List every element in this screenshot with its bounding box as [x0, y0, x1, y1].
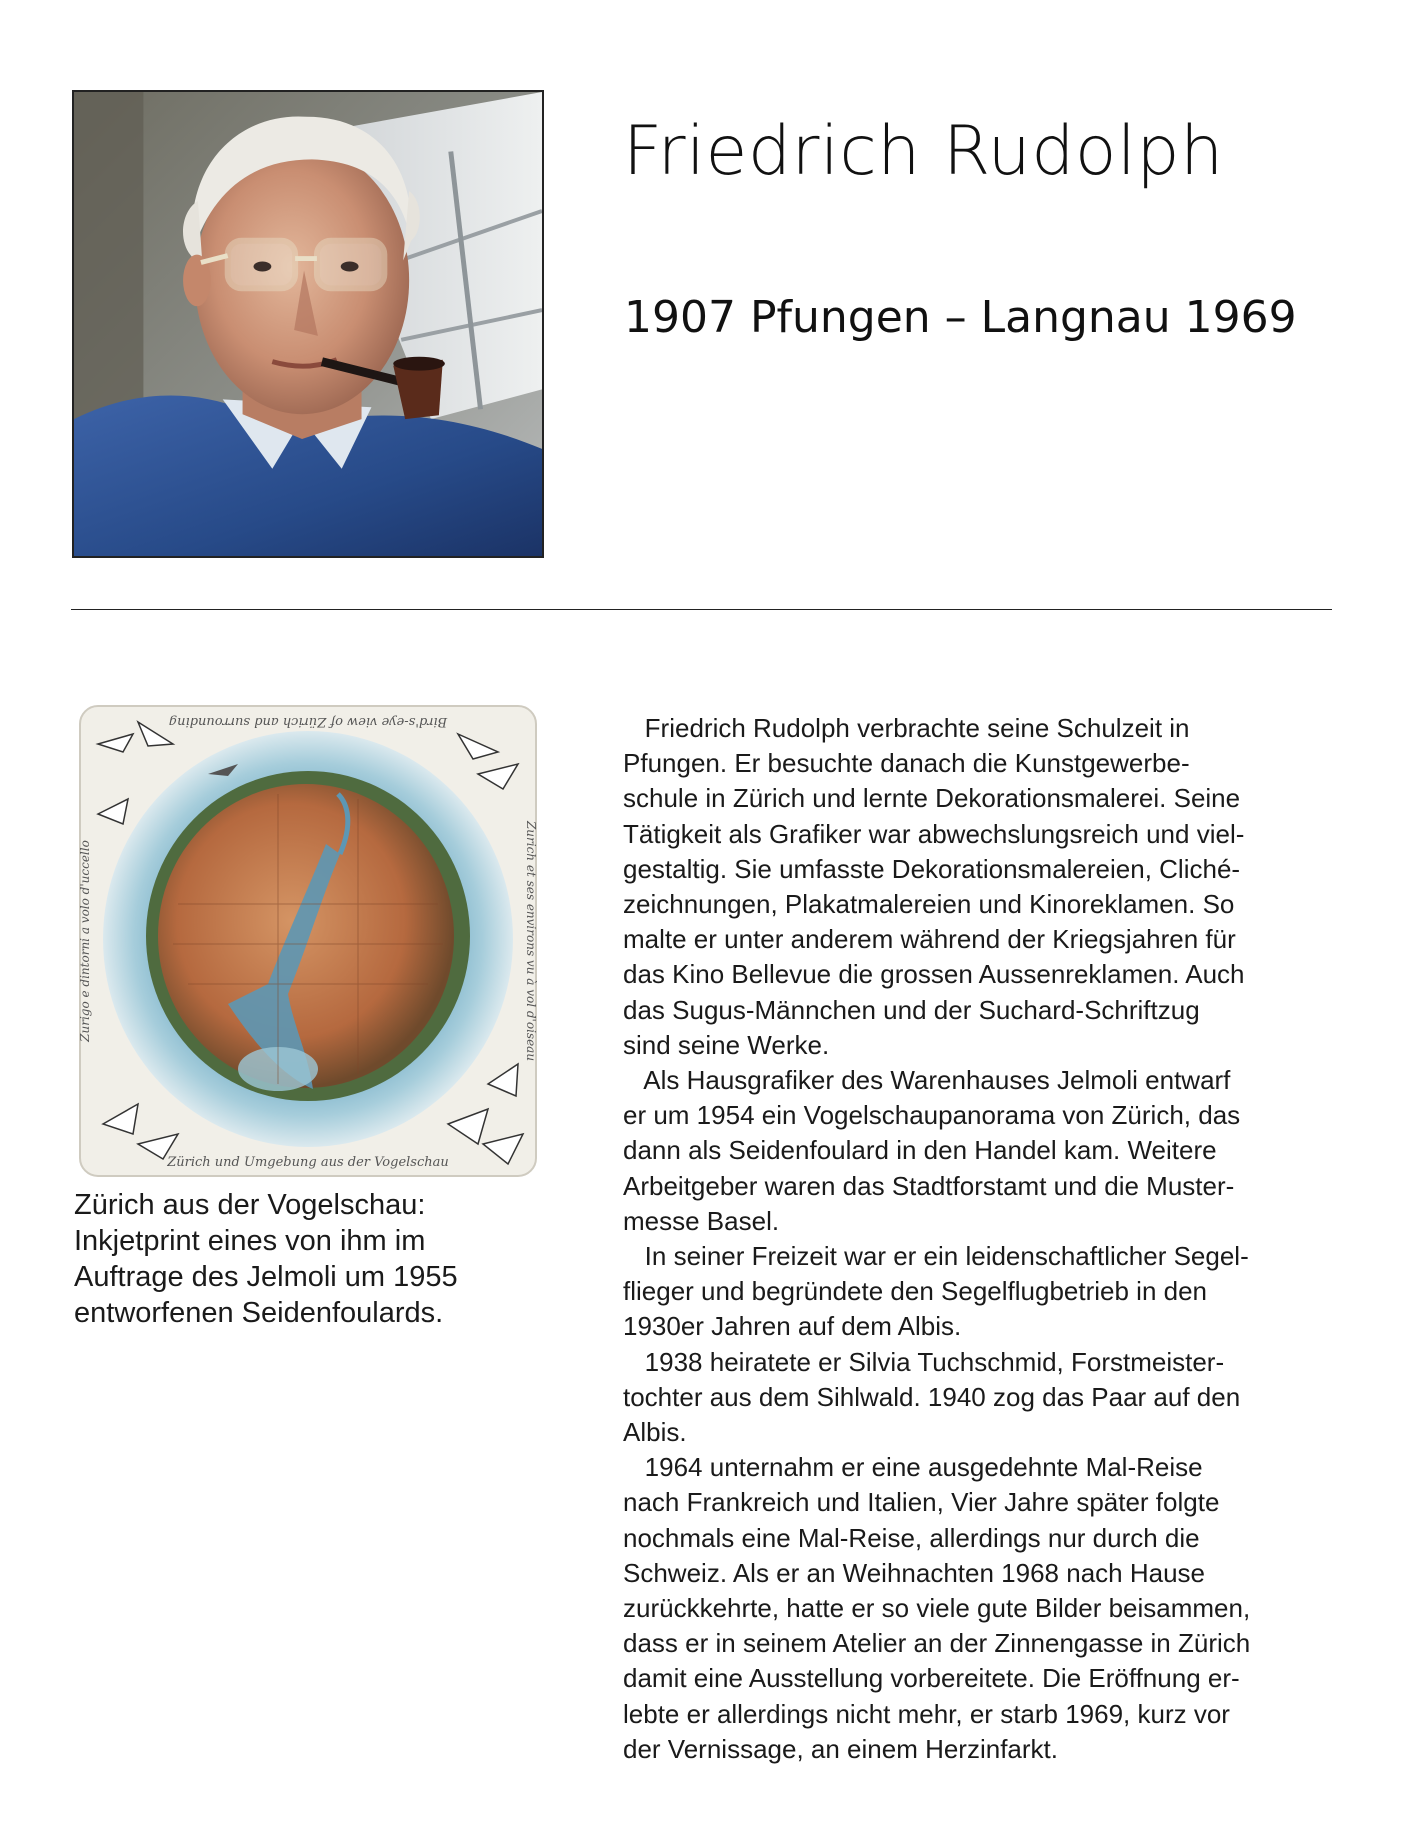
scarf-bottom-text: Zürich und Umgebung aus der Vogelschau [167, 1155, 449, 1170]
biography-text [623, 711, 1303, 1767]
bio-line: malte er unter anderem während der Kriegsjahren für [623, 924, 1236, 955]
bio-line: er um 1954 ein Vogelschaupanorama von Zürich, das [623, 1100, 1241, 1131]
bio-line: tochter aus dem Sihlwald. 1940 zog das Paar auf den [623, 1381, 1241, 1412]
portrait-painting [72, 90, 544, 558]
scarf-right-text: Zurich et ses environs vu à vol d'oiseau [524, 820, 538, 1062]
life-dates: 1907 Pfungen – Langnau 1969 [624, 292, 1297, 343]
bio-line: Tätigkeit als Grafiker war abwechslungsreich und viel- [623, 818, 1245, 849]
bio-line: Als Hausgrafiker des Warenhauses Jelmoli entwarf [623, 1065, 1231, 1096]
bio-line: Pfungen. Er besuchte danach die Kunstgewerbe- [623, 748, 1190, 779]
caption-line: Zürich aus der Vogelschau: [74, 1189, 426, 1221]
caption-line: Inkjetprint eines von ihm im [74, 1225, 426, 1257]
bio-line: das Kino Bellevue die grossen Aussenreklamen. Auch [623, 959, 1245, 990]
scarf-image [78, 704, 538, 1178]
scarf-left-text: Zurigo e dintorni a volo d'uccello [78, 840, 92, 1042]
caption-line: entworfenen Seidenfoulards. [74, 1297, 444, 1329]
image-caption [74, 1187, 494, 1331]
bio-line: dann als Seidenfoulard in den Handel kam. Weitere [623, 1135, 1217, 1166]
bio-line: 1964 unternahm er eine ausgedehnte Mal-Reise [623, 1452, 1203, 1483]
bio-line: damit eine Ausstellung vorbereitete. Die Eröffnung er- [623, 1663, 1240, 1694]
bio-line: flieger und begründete den Segelflugbetrieb in den [623, 1276, 1208, 1307]
bio-line: messe Basel. [623, 1205, 780, 1236]
bio-line: Arbeitgeber waren das Stadtforstamt und die Muster- [623, 1170, 1235, 1201]
portrait-image [74, 92, 542, 556]
bio-line: sind seine Werke. [623, 1029, 830, 1060]
bio-line: zurückkehrte, hatte er so viele gute Bilder beisammen, [623, 1593, 1251, 1624]
bio-line: der Vernissage, an einem Herzinfarkt. [623, 1733, 1058, 1764]
bio-line: Schweiz. Als er an Weihnachten 1968 nach Hause [623, 1557, 1205, 1588]
artist-name: Friedrich Rudolph [623, 112, 1224, 191]
bio-line: nach Frankreich und Italien, Vier Jahre später folgte [623, 1487, 1220, 1518]
bio-line: schule in Zürich und lernte Dekorationsmalerei. Seine [623, 783, 1241, 814]
section-divider [71, 609, 1332, 610]
bio-line: Albis. [623, 1417, 687, 1448]
bio-line: In seiner Freizeit war er ein leidenschaftlicher Segel- [623, 1241, 1249, 1272]
bio-line: gestaltig. Sie umfasste Dekorationsmalereien, Cliché- [623, 853, 1241, 884]
bio-line: dass er in seinem Atelier an der Zinnengasse in Zürich [623, 1628, 1251, 1659]
scarf-top-text: Bird's-eye view of Zürich and surrounding [168, 714, 448, 729]
bio-line: das Sugus-Männchen und der Suchard-Schriftzug [623, 994, 1200, 1025]
bio-line: lebte er allerdings nicht mehr, er starb 1969, kurz vor [623, 1698, 1230, 1729]
bio-line: 1938 heiratete er Silvia Tuchschmid, Forstmeister- [623, 1346, 1225, 1377]
bio-line: Friedrich Rudolph verbrachte seine Schulzeit in [623, 713, 1190, 743]
bio-line: 1930er Jahren auf dem Albis. [623, 1311, 962, 1342]
bio-line: zeichnungen, Plakatmalereien und Kinoreklamen. So [623, 889, 1235, 920]
bio-line: nochmals eine Mal-Reise, allerdings nur durch die [623, 1522, 1200, 1553]
caption-line: Auftrage des Jelmoli um 1955 [74, 1261, 458, 1293]
